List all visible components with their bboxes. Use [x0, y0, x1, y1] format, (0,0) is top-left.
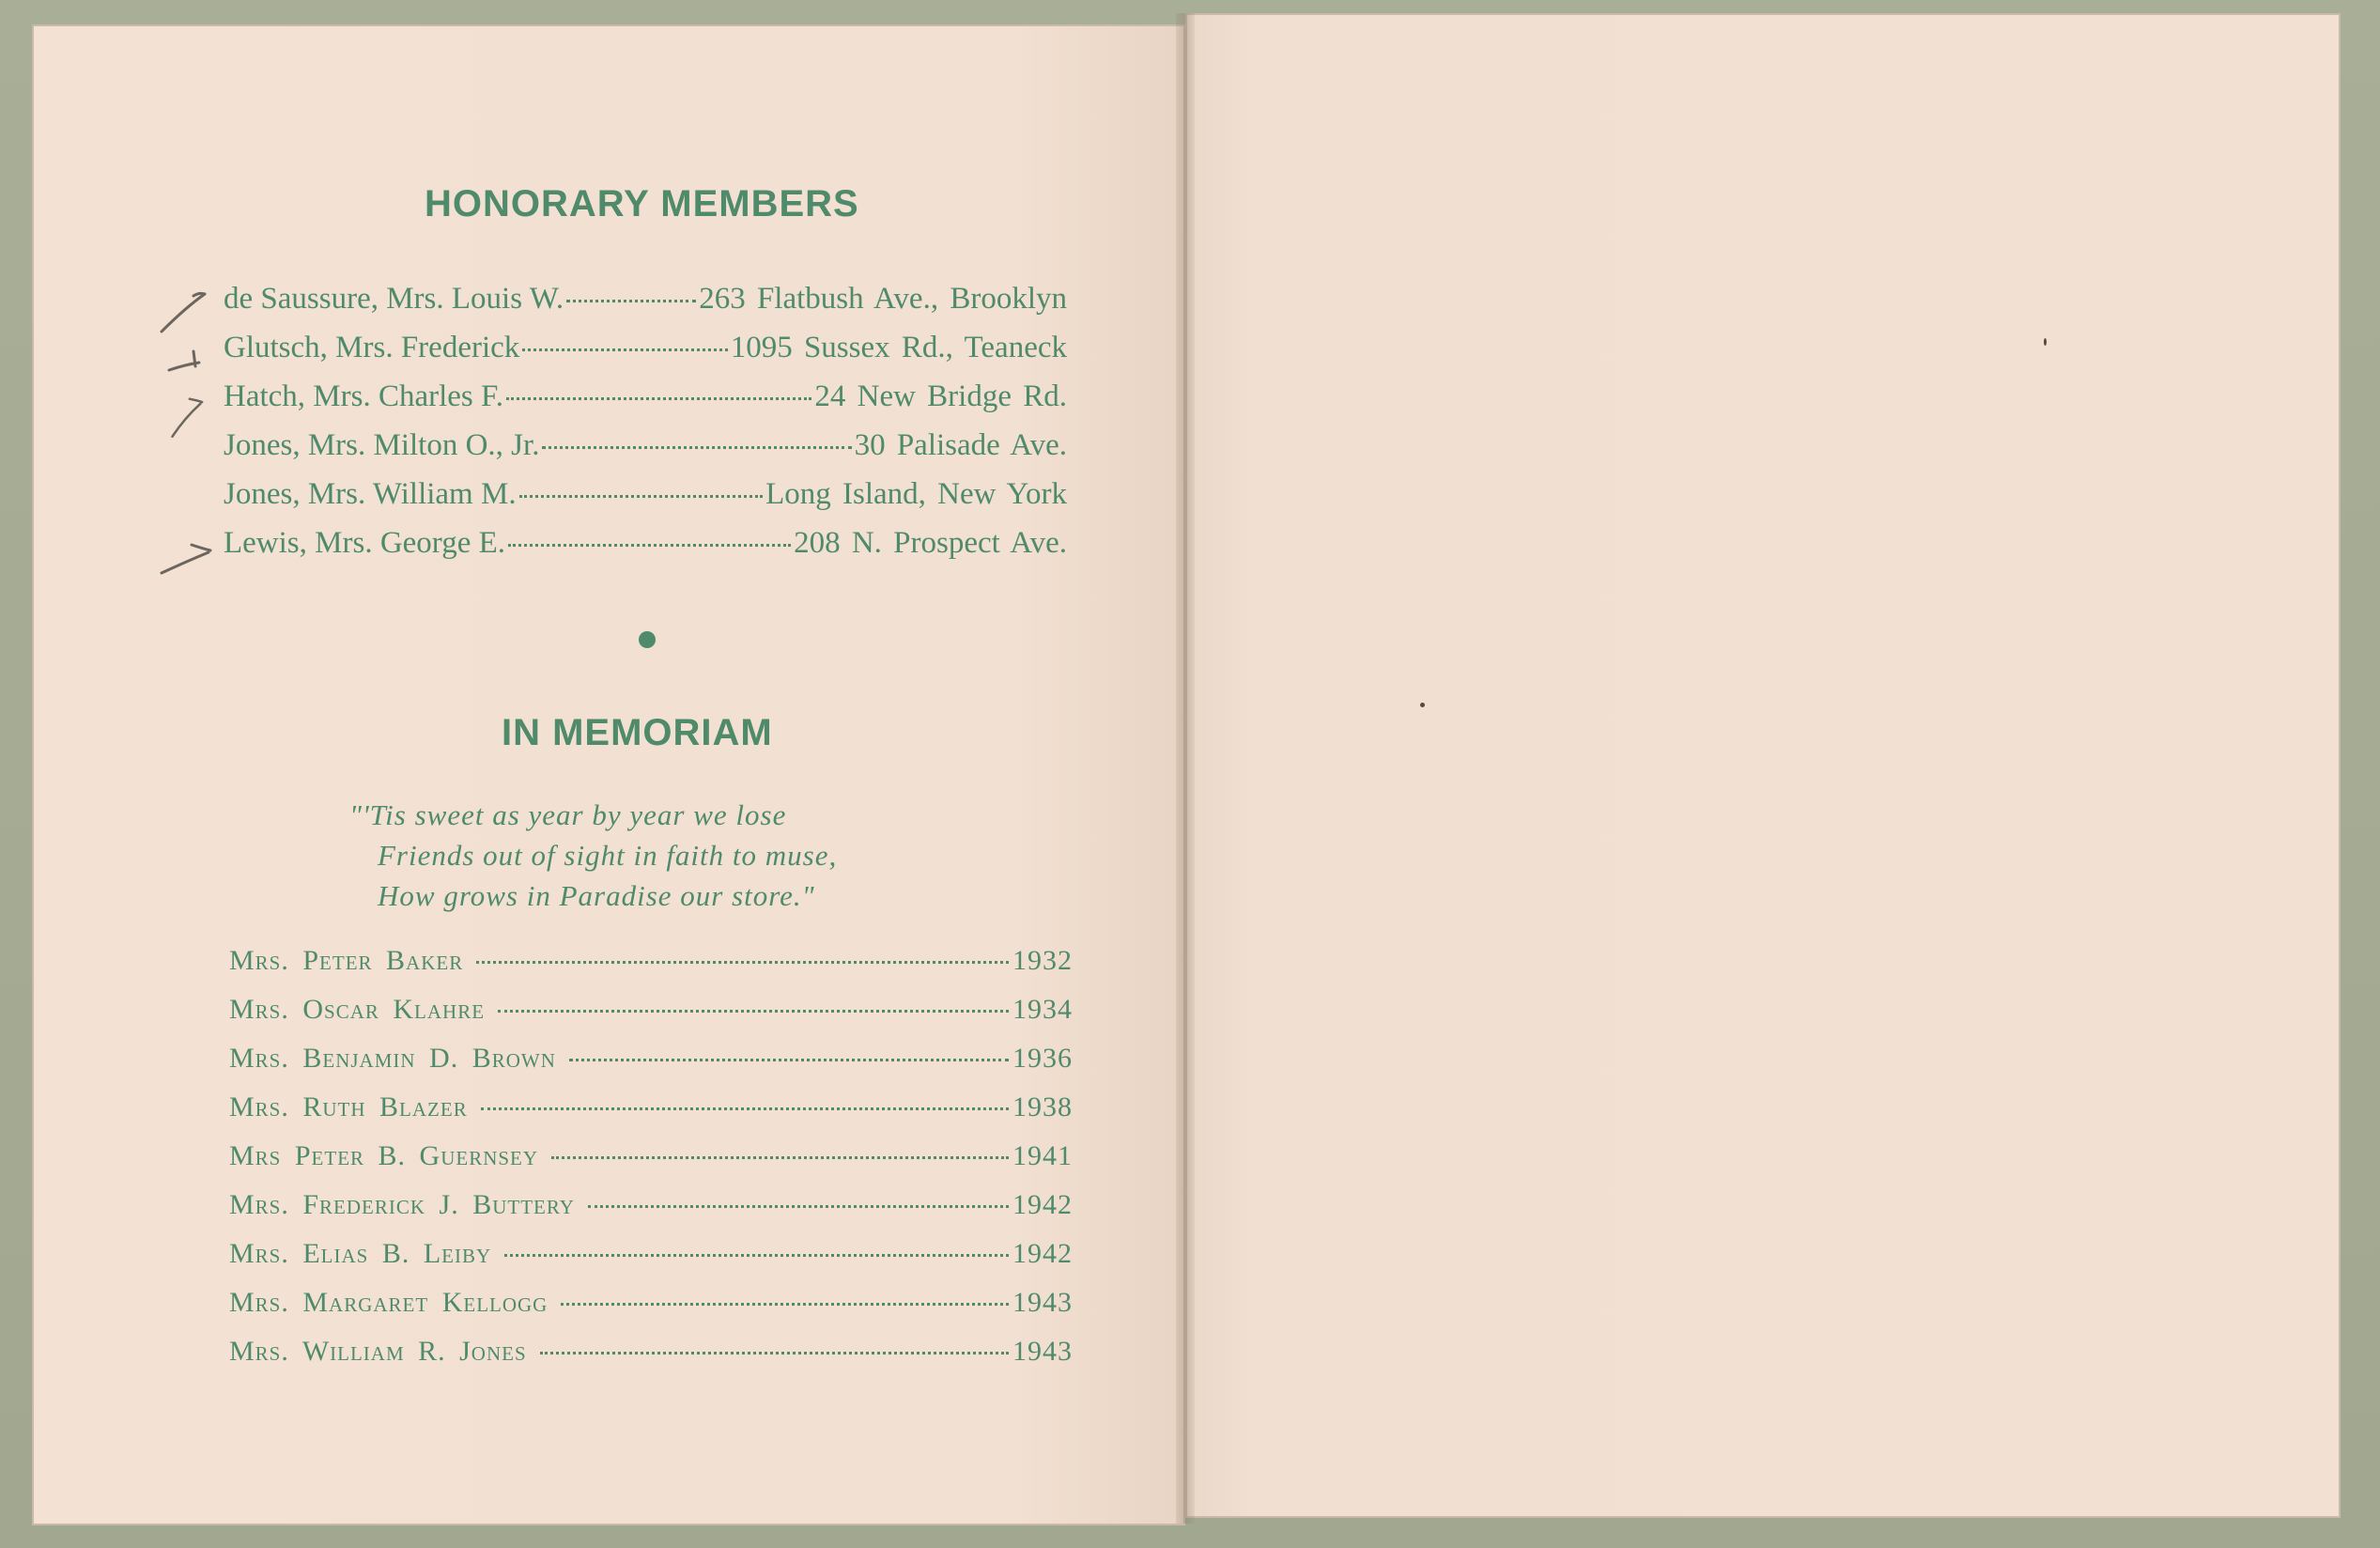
memoriam-name: Mrs. Elias B. Leiby	[229, 1238, 492, 1269]
memoriam-year: 1943	[1012, 1287, 1073, 1318]
memoriam-year: 1942	[1012, 1189, 1073, 1220]
dot-leader	[498, 1010, 1009, 1013]
memoriam-name: Mrs. William R. Jones	[229, 1336, 527, 1367]
memoriam-row	[229, 1140, 1073, 1172]
member-name: Glutsch, Mrs. Frederick	[224, 331, 520, 364]
member-address: 263 Flatbush Ave., Brooklyn	[699, 282, 1067, 316]
memoriam-row	[229, 1238, 1073, 1270]
member-row	[224, 331, 1067, 365]
dot-leader	[540, 1352, 1009, 1354]
memoriam-year: 1936	[1012, 1043, 1073, 1074]
dot-leader	[504, 1254, 1009, 1257]
member-row	[224, 282, 1067, 317]
member-row	[224, 379, 1067, 414]
dot-leader	[519, 495, 764, 498]
memoriam-row	[229, 945, 1073, 977]
memoriam-name: Mrs. Ruth Blazer	[229, 1091, 468, 1122]
memoriam-name: Mrs. Frederick J. Buttery	[229, 1189, 575, 1220]
dot-leader	[551, 1156, 1009, 1159]
member-name: Jones, Mrs. William M.	[224, 477, 517, 511]
memoriam-row	[229, 1043, 1073, 1075]
member-name: Lewis, Mrs. George E.	[224, 526, 505, 560]
book-spine	[1176, 13, 1195, 1524]
memoriam-year: 1934	[1012, 994, 1073, 1025]
memoriam-name: Mrs. Benjamin D. Brown	[229, 1043, 556, 1074]
memoriam-name: Mrs Peter B. Guernsey	[229, 1140, 539, 1171]
paper-speck	[1420, 703, 1425, 707]
memoriam-year: 1938	[1012, 1091, 1073, 1122]
dot-leader	[481, 1107, 1009, 1110]
pencil-check-mark	[158, 286, 224, 333]
memoriam-row	[229, 994, 1073, 1026]
dot-leader	[569, 1059, 1009, 1061]
member-row	[224, 526, 1067, 561]
member-row	[224, 428, 1067, 463]
paper-speck	[2044, 338, 2047, 346]
memoriam-row	[229, 1287, 1073, 1319]
poem-line: Friends out of sight in faith to muse,	[378, 839, 838, 872]
member-address: 24 New Bridge Rd.	[814, 379, 1067, 413]
member-name: Hatch, Mrs. Charles F.	[224, 379, 503, 413]
honorary-members-heading: HONORARY MEMBERS	[425, 183, 859, 224]
poem-line: How grows in Paradise our store."	[378, 879, 815, 912]
dot-leader	[506, 397, 811, 400]
dot-leader	[522, 348, 727, 351]
memorial-poem	[349, 795, 837, 916]
member-address: 30 Palisade Ave.	[854, 428, 1067, 462]
poem-line: "'Tis sweet as year by year we lose	[349, 798, 787, 831]
memoriam-year: 1932	[1012, 945, 1073, 976]
dot-leader	[508, 544, 791, 547]
memoriam-row	[229, 1336, 1073, 1368]
member-name: Jones, Mrs. Milton O., Jr.	[224, 428, 540, 462]
dot-leader	[588, 1205, 1009, 1208]
member-address: 1095 Sussex Rd., Teaneck	[730, 331, 1067, 364]
memoriam-row	[229, 1091, 1073, 1123]
memoriam-row	[229, 1189, 1073, 1221]
memoriam-year: 1943	[1012, 1336, 1073, 1367]
dot-leader	[561, 1303, 1009, 1306]
member-row	[224, 477, 1067, 512]
memoriam-name: Mrs. Oscar Klahre	[229, 994, 486, 1025]
memoriam-name: Mrs. Margaret Kellogg	[229, 1287, 549, 1318]
memoriam-year: 1942	[1012, 1238, 1073, 1269]
dot-leader	[566, 300, 696, 302]
dot-leader	[542, 446, 851, 449]
in-memoriam-heading: IN MEMORIAM	[502, 712, 773, 753]
memoriam-name: Mrs. Peter Baker	[229, 945, 464, 976]
section-divider-dot	[639, 631, 656, 648]
right-page-blank	[1185, 13, 2341, 1518]
member-address: Long Island, New York	[765, 477, 1067, 511]
member-name: de Saussure, Mrs. Louis W.	[224, 282, 564, 316]
pencil-check-mark	[156, 393, 222, 440]
dot-leader	[476, 961, 1009, 964]
memoriam-year: 1941	[1012, 1140, 1073, 1171]
pencil-check-mark	[158, 537, 224, 584]
pencil-check-mark	[167, 346, 233, 393]
member-address: 208 N. Prospect Ave.	[794, 526, 1067, 560]
